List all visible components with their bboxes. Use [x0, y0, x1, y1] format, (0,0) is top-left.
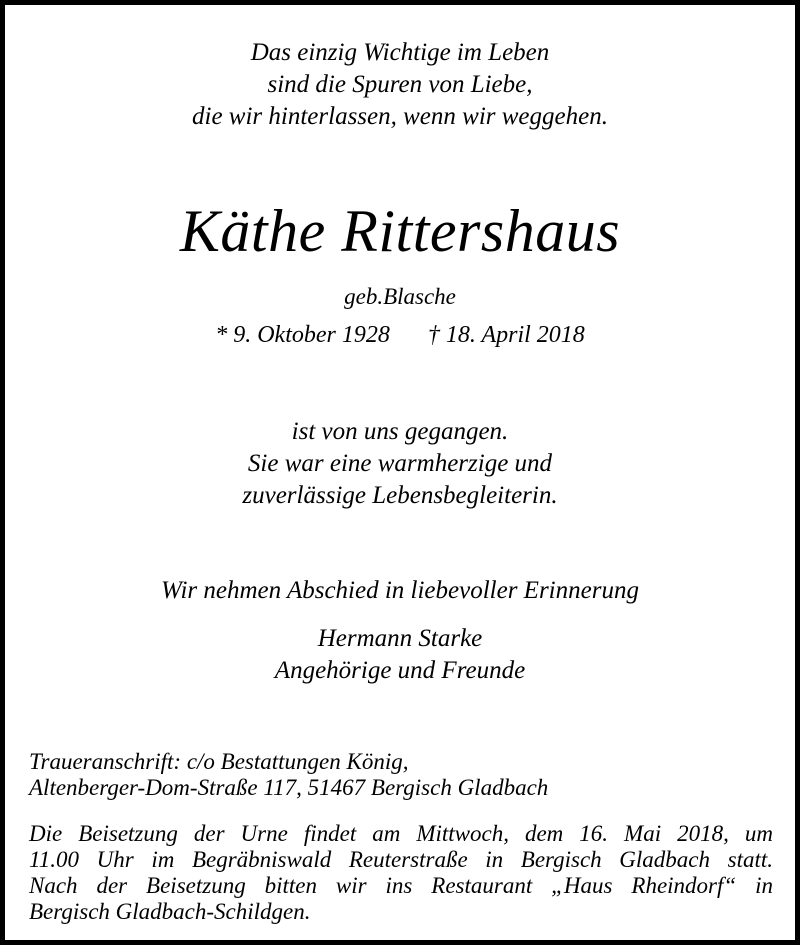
quote-line-1: Das einzig Wichtige im Leben: [250, 39, 550, 66]
message-line-3: zuverlässige Lebensbegleiterin.: [242, 482, 558, 509]
address-line-1: Traueranschrift: c/o Bestattungen König,: [29, 749, 409, 774]
message-line-1: ist von uns gegangen.: [291, 418, 509, 445]
mourner-relatives: Angehörige und Freunde: [274, 657, 526, 684]
funeral-line-3: Nach der Beisetzung bitten wir ins Restaurant „Haus Rheindorf“ in: [29, 873, 773, 898]
funeral-line-2: 11.00 Uhr im Begräbniswald Reuterstraße in Bergisch Gladbach statt.: [29, 847, 773, 872]
deceased-name: Käthe Rittershaus: [179, 198, 621, 264]
quote-line-2: sind die Spuren von Liebe,: [267, 71, 533, 98]
funeral-details: [29, 821, 773, 925]
mourner-name: Hermann Starke: [317, 625, 483, 652]
born-name: geb.Blasche: [344, 284, 456, 309]
quote-line-3: die wir hinterlassen, wenn wir weggehen.: [192, 103, 608, 130]
life-dates: [5, 320, 795, 350]
address-line-2: Altenberger-Dom-Straße 117, 51467 Bergisch Gladbach: [29, 775, 549, 800]
birth-date: * 9. Oktober 1928: [215, 322, 390, 348]
farewell-line: Wir nehmen Abschied in liebevoller Erinnerung: [161, 577, 639, 604]
funeral-line-1: Die Beisetzung der Urne findet am Mittwoch, dem 16. Mai 2018, um: [29, 821, 773, 846]
message-line-2: Sie war eine warmherzige und: [247, 450, 553, 477]
mourning-address: [29, 749, 773, 801]
funeral-line-4: Bergisch Gladbach-Schildgen.: [29, 899, 311, 924]
death-date: † 18. April 2018: [427, 322, 585, 348]
